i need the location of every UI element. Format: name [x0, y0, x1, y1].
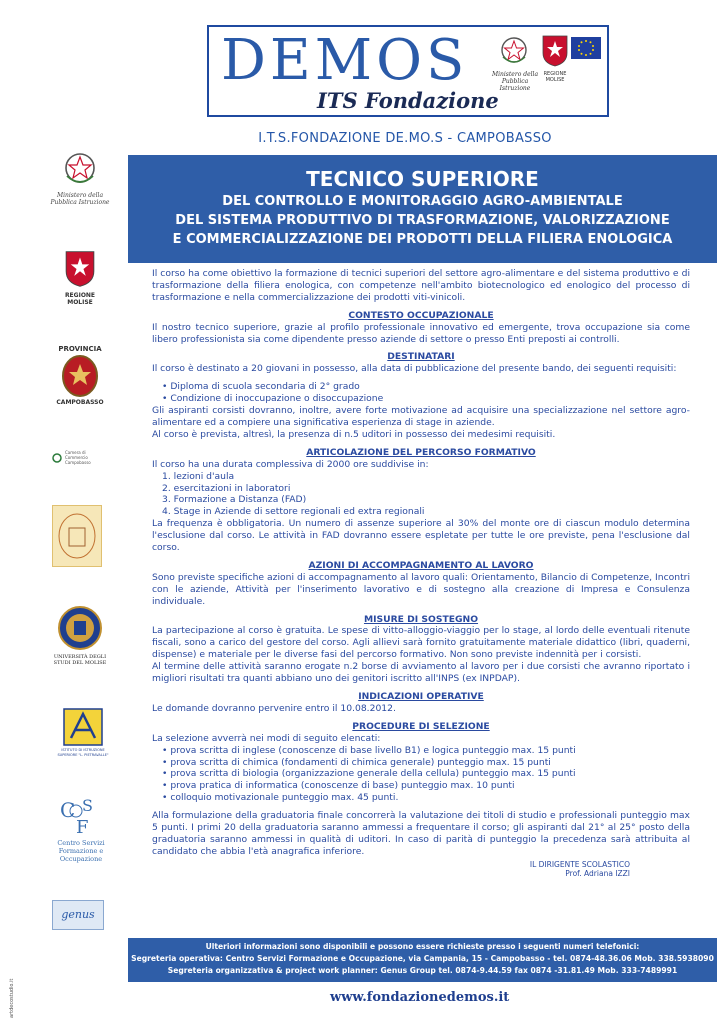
- sidebar-lanciano-logo: [52, 505, 102, 567]
- region-caption: REGIONE MOLISE: [64, 292, 96, 306]
- signature-role: IL DIRIGENTE SCOLASTICO: [529, 859, 630, 869]
- list-item: • prova pratica di informatica (conoscenze di base) punteggio max. 10 punti: [162, 780, 515, 792]
- provincia-crest-icon: [60, 354, 100, 398]
- regione-molise-shield-icon: [542, 35, 568, 67]
- italian-emblem-icon: [499, 35, 529, 67]
- sidebar-university-logo: [48, 605, 112, 666]
- sidebar-ministry-logo: [50, 150, 110, 206]
- section-heading-articolazione: ARTICOLAZIONE DEL PERCORSO FORMATIVO: [306, 446, 536, 458]
- sidebar-festini-logo: [55, 708, 111, 757]
- university-seal-icon: [57, 605, 103, 651]
- sidebar-genus-logo: [52, 900, 104, 930]
- svg-text:F: F: [76, 817, 89, 838]
- title-band: [128, 155, 717, 263]
- designer-credit: artdecostudio.it: [9, 978, 15, 1018]
- provincia-top-label: PROVINCIA: [58, 345, 102, 353]
- section-heading-indicazioni: INDICAZIONI OPERATIVE: [358, 691, 484, 702]
- indicazioni-paragraph: Le domande dovranno pervenire entro il 10.08.2012.: [152, 702, 396, 714]
- procedure-paragraph: La selezione avverrà nei modi di seguito elencati:: [152, 732, 381, 744]
- festini-caption: ISTITUTO DI ISTRUZIONE SUPERIORE "L. PIETRAVALLE": [57, 748, 109, 757]
- footer-band: [128, 938, 717, 982]
- notice-body: [152, 268, 690, 878]
- articolazione-paragraph-2: La frequenza è obbligatoria. Un numero di assenze superiore al 30% del monte ore di ciascun modulo determina l'esclusione dal corso. Le attività in FAD dovranno essere espletate per tutte le ore previste, pena l'esclusione dal corso.: [152, 518, 690, 554]
- destinatari-paragraph-3: Al corso è prevista, altresì, la presenza di n.5 uditori in possesso dei medesimi requisiti.: [152, 428, 556, 440]
- university-caption: UNIVERSITÀ DEGLI STUDI DEL MOLISE: [53, 654, 107, 666]
- genus-label: genus: [61, 908, 95, 921]
- italian-emblem-icon: [62, 150, 98, 188]
- signature-block: [152, 860, 630, 878]
- csf-caption: Centro Servizi Formazione e Occupazione: [57, 839, 105, 863]
- misure-paragraph: La partecipazione al corso è gratuita. Le spese di vitto-alloggio-viaggio per lo stage, al lordo delle eventuali ritenute fiscali, sono a carico del gestore del corso. Agli allievi sarà fornito gratuitamente materiale didattico (libri, quaderni, dispense) e materiale per le diverse fasi del percorso formativo. Non sono previste indennità per i corsisti.: [152, 625, 690, 661]
- demos-logo-box: [207, 25, 609, 117]
- website-link[interactable]: www.fondazionedemos.it: [330, 990, 510, 1005]
- destinatari-paragraph: Il corso è destinato a 20 giovani in possesso, alla data di pubblicazione del presente bando, dei seguenti requisiti:: [152, 363, 677, 375]
- articolazione-paragraph: Il corso ha una durata complessiva di 2000 ore suddivise in:: [152, 458, 429, 470]
- destinatari-paragraph-2: Gli aspiranti corsisti dovranno, inoltre, avere forte motivazione ad acquisire una specializzazione nel settore agro-alimentare ed a compiere una significativa esperienza di stage in aziende.: [152, 405, 690, 428]
- list-item: • prova scritta di chimica (fondamenti di chimica generale) punteggio max. 15 punti: [162, 756, 551, 768]
- subtitle-line: E COMMERCIALIZZAZIONE DEI PRODOTTI DELLA FILIERA ENOLOGICA: [172, 232, 673, 247]
- course-title: TECNICO SUPERIORE: [306, 167, 539, 191]
- procedure-list: [162, 745, 690, 805]
- procedure-paragraph-2: Alla formulazione della graduatoria finale concorrerà la valutazione dei titoli di studio e professionali punteggio max 5 punti. I primi 20 della graduatoria saranno ammessi a frequentare il corso; gli aspiranti dal 21° al 25° posto della graduatoria saranno ammessi in qualità di uditori. In caso di parità di punteggio la precedenza sarà attribuita al candidato che abbia l'età anagrafica inferiore.: [152, 810, 690, 857]
- list-item: 2. esercitazioni in laboratori: [162, 482, 291, 494]
- course-subtitle: [128, 192, 717, 249]
- region-caption: REGIONE MOLISE: [543, 71, 567, 83]
- school-line: I.T.S.FONDAZIONE DE.MO.S - CAMPOBASSO: [258, 131, 552, 146]
- section-heading-destinatari: DESTINATARI: [387, 351, 455, 363]
- signature-name: Prof. Adriana IZZI: [565, 868, 630, 878]
- ministry-caption: Ministero della Pubblica Istruzione: [491, 71, 539, 92]
- logo-sub-text: ITS Fondazione: [317, 88, 499, 113]
- articolazione-list: [162, 471, 690, 519]
- section-heading-contesto: CONTESTO OCCUPAZIONALE: [348, 309, 494, 321]
- csf-logo-icon: [58, 795, 104, 839]
- misure-paragraph-2: Al termine delle attività saranno erogate n.2 borse di avviamento al lavoro per i due corsisti che avranno riportato i migliori risultati tra quanti abbiano uno dei genitori iscritto all'INPS (ex INPDAP).: [152, 661, 690, 685]
- svg-text:C: C: [60, 798, 76, 822]
- subtitle-line: DEL SISTEMA PRODUTTIVO DI TRASFORMAZIONE, VALORIZZAZIONE: [175, 213, 670, 228]
- section-heading-procedure: PROCEDURE DI SELEZIONE: [352, 720, 490, 732]
- sidebar-camera-logo: [52, 450, 112, 465]
- destinatari-list: [162, 381, 690, 405]
- sidebar-provincia-logo: [50, 345, 110, 406]
- footer-operativa-line: Segreteria operativa: Centro Servizi Formazione e Occupazione, via Campania, 15 - Campobasso - tel. 0874-48.36.06 Mob. 338.5938090: [131, 954, 714, 963]
- list-item: • prova scritta di inglese (conoscenze di base livello B1) e logica punteggio max. 15 punti: [162, 744, 576, 756]
- sidebar-csf-logo: [50, 795, 112, 863]
- camera-commercio-icon: [52, 453, 62, 463]
- eu-flag-icon: [571, 37, 601, 59]
- list-item: 1. lezioni d'aula: [162, 470, 235, 482]
- list-item: • colloquio motivazionale punteggio max. 45 punti.: [162, 792, 399, 804]
- section-heading-misure: MISURE DI SOSTEGNO: [363, 613, 479, 625]
- list-item: 4. Stage in Aziende di settore regionali ed extra regionali: [162, 506, 425, 518]
- institute-logo-icon: [63, 708, 103, 746]
- contesto-paragraph: Il nostro tecnico superiore, grazie al profilo professionale innovativo ed emergente, trova occupazione sia come libero professionista sia come dipendente presso aziende di settore o presso Enti preposti ai controlli.: [152, 321, 690, 345]
- azioni-paragraph: Sono previste specifiche azioni di accompagnamento al lavoro quali: Orientamento, Bilancio di Competenze, Incontri con le aziende, Attività per l'inserimento lavorativo e di sostegno alla creazione di Impresa e Consulenza individuale.: [152, 571, 690, 607]
- svg-text:S: S: [82, 796, 93, 815]
- camera-caption: Camera di Commercio Campobasso: [65, 450, 91, 465]
- logo-main-text: DEMOS: [221, 28, 469, 93]
- provincia-bottom-label: CAMPOBASSO: [56, 399, 104, 406]
- subtitle-line: DEL CONTROLLO E MONITORAGGIO AGRO-AMBIENTALE: [222, 194, 623, 209]
- list-item: 3. Formazione a Distanza (FAD): [162, 494, 307, 506]
- footer-organizzativa-line: Segreteria organizzativa & project work planner: Genus Group tel. 0874-9.44.59 fax 0874 -31.81.49 Mob. 333-7489991: [167, 966, 678, 975]
- list-item: • prova scritta di biologia (organizzazione generale della cellula) punteggio max. 15 punti: [162, 768, 576, 780]
- ministry-caption: Ministero della Pubblica Istruzione: [50, 192, 110, 206]
- regione-molise-shield-icon: [65, 250, 95, 288]
- institute-crest-icon: [53, 506, 101, 566]
- footer-info-line: Ulteriori informazioni sono disponibili e possono essere richieste presso i seguenti numeri telefonici:: [205, 942, 640, 951]
- list-item: • Diploma di scuola secondaria di 2° grado: [162, 381, 360, 393]
- sidebar-region-logo: [52, 250, 108, 306]
- section-heading-azioni: AZIONI DI ACCOMPAGNAMENTO AL LAVORO: [308, 559, 534, 571]
- list-item: • Condizione di inoccupazione o disoccupazione: [162, 393, 384, 405]
- intro-paragraph: Il corso ha come obiettivo la formazione di tecnici superiori del settore agro-alimentare e del sistema produttivo e di trasformazione della filiera enologica, con competenze nell'ambito biotecnologico ed enologico del processo di trasformazione e nella commercializzazione dei prodotti viti-vinicoli.: [152, 268, 690, 303]
